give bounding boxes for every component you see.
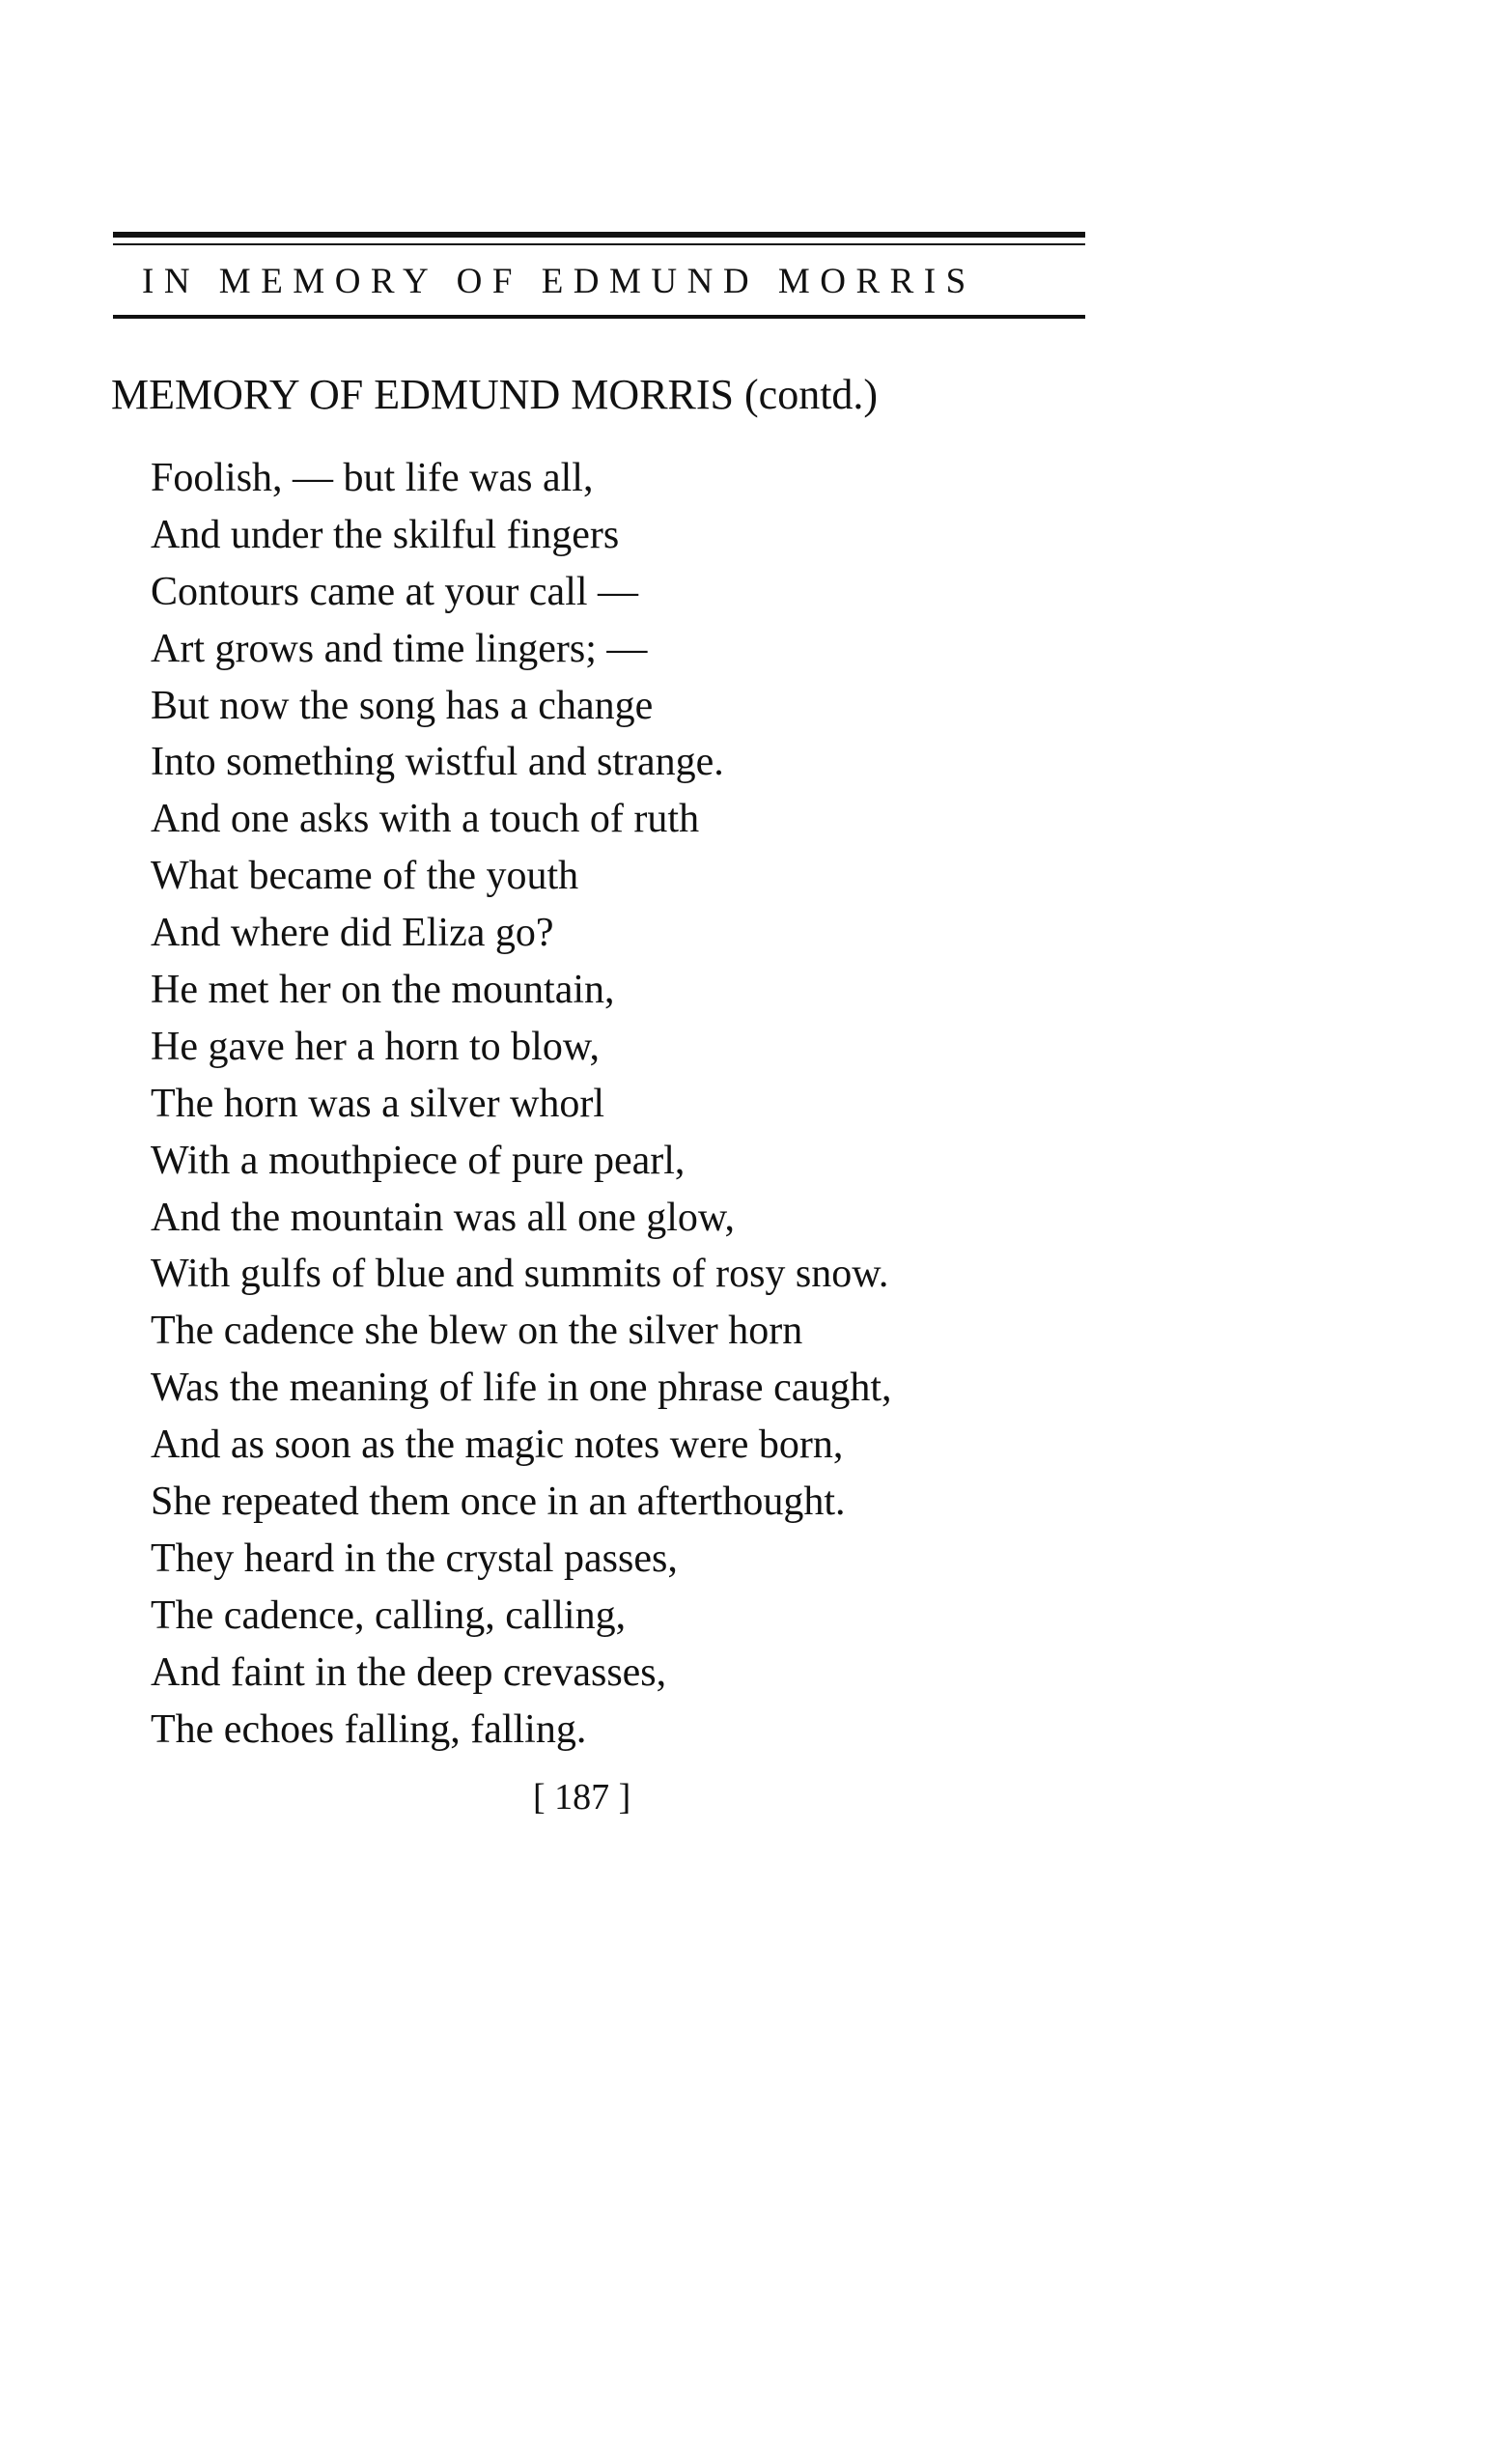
header-rule-bottom: [113, 315, 1085, 319]
section-title: MEMORY OF EDMUND MORRIS (contd.): [111, 371, 879, 418]
page-number: [ 187 ]: [533, 1777, 631, 1818]
poem-line: And one asks with a touch of ruth: [151, 797, 700, 842]
header-rule-top: [113, 232, 1085, 238]
poem: [151, 450, 892, 1758]
poem-line: The cadence she blew on the silver horn: [151, 1309, 803, 1354]
poem-line: They heard in the crystal passes,: [151, 1536, 678, 1581]
poem-line: The echoes falling, falling.: [151, 1706, 587, 1752]
header-rule-top-thin: [113, 243, 1085, 245]
poem-line: The cadence, calling, calling,: [151, 1592, 627, 1638]
poem-line: With gulfs of blue and summits of rosy snow.: [151, 1252, 889, 1297]
poem-line: Into something wistful and strange.: [151, 740, 724, 785]
poem-line: What became of the youth: [151, 854, 579, 899]
poem-line: Contours came at your call —: [151, 569, 639, 614]
poem-line: He gave her a horn to blow,: [151, 1024, 600, 1069]
poem-line: Foolish, — but life was all,: [151, 456, 594, 500]
poem-line: And where did Eliza go?: [151, 911, 554, 956]
poem-line: The horn was a silver whorl: [151, 1081, 605, 1126]
poem-line: She repeated them once in an afterthought.: [151, 1480, 846, 1525]
poem-line: And faint in the deep crevasses,: [151, 1649, 667, 1695]
poem-line: With a mouthpiece of pure pearl,: [151, 1138, 686, 1183]
poem-line: And as soon as the magic notes were born,: [151, 1423, 844, 1468]
poem-line: Was the meaning of life in one phrase caught,: [151, 1366, 892, 1411]
poem-line: But now the song has a change: [151, 683, 654, 728]
running-head: IN MEMORY OF EDMUND MORRIS: [142, 262, 976, 301]
poem-line: Art grows and time lingers; —: [151, 626, 648, 671]
poem-line: And the mountain was all one glow,: [151, 1195, 736, 1240]
poem-line: And under the skilful fingers: [151, 512, 620, 557]
poem-line: He met her on the mountain,: [151, 968, 615, 1013]
